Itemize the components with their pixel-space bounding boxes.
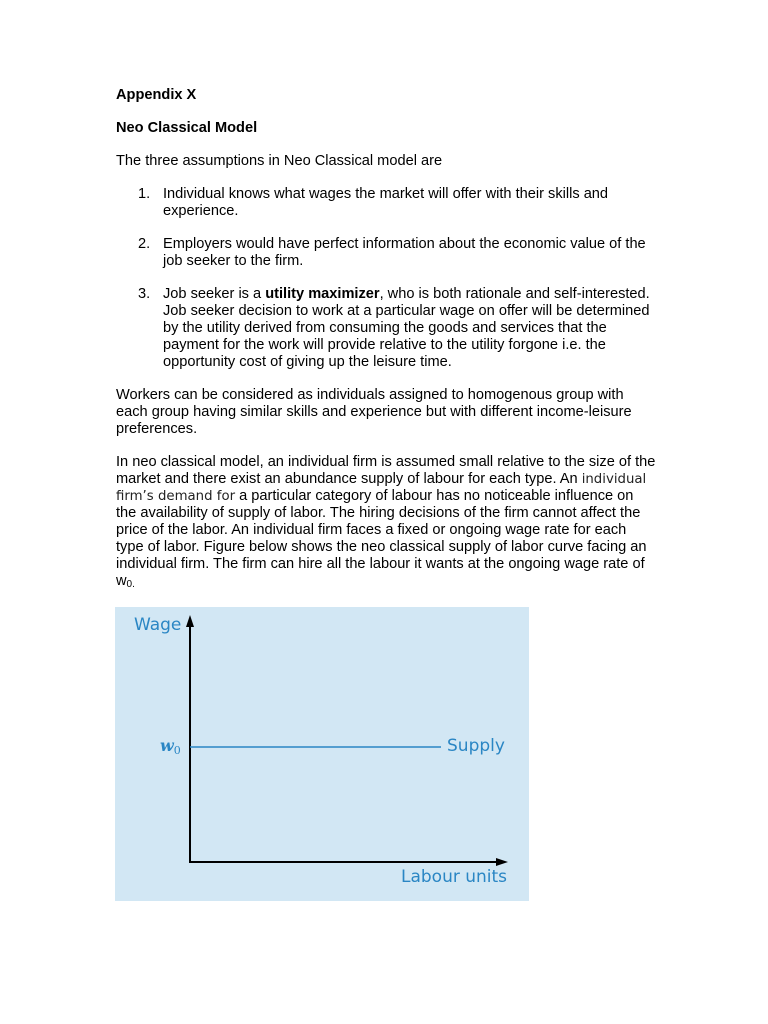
document-page bbox=[116, 87, 656, 593]
intro-text: The three assumptions in Neo Classical model are bbox=[116, 153, 443, 169]
list-text-pre: Job seeker is a bbox=[163, 286, 266, 302]
firm-paragraph-part1: In neo classical model, an individual firm is assumed small relative to the size of the market and there exist an abundance supply of labour for each type. An bbox=[116, 454, 656, 487]
list-number: 3. bbox=[138, 286, 151, 302]
y-axis-label: Wage bbox=[134, 615, 182, 635]
wage-level-letter: w bbox=[160, 736, 174, 755]
wage-level-label bbox=[160, 737, 181, 759]
section-title: Neo Classical Model bbox=[116, 120, 258, 136]
firm-paragraph-subscript: 0. bbox=[126, 579, 135, 590]
supply-curve-figure bbox=[115, 607, 529, 901]
assumptions-list bbox=[116, 186, 656, 371]
firm-paragraph-part2: individual firm’s demand for bbox=[116, 472, 647, 504]
list-text: Individual knows what wages the market will offer with their skills and experience. bbox=[163, 186, 609, 219]
appendix-title: Appendix X bbox=[116, 87, 197, 103]
list-text: Employers would have perfect information about the economic value of the job seeker to the firm. bbox=[163, 236, 646, 269]
list-item bbox=[116, 286, 656, 371]
wage-level-subscript: 0 bbox=[173, 744, 181, 757]
y-axis-arrow bbox=[186, 615, 194, 627]
supply-label: Supply bbox=[447, 736, 505, 756]
workers-paragraph: Workers can be considered as individuals assigned to homogenous group with each group having similar skills and experience but with different income-leisure preferences. bbox=[116, 387, 632, 437]
list-number: 2. bbox=[138, 236, 151, 252]
x-axis-arrow bbox=[496, 858, 508, 866]
list-text-post: , who is both rationale and self-interested. Job seeker decision to work at a particular wage on offer will be determined by the utility derived from consuming the goods and services that the payment for the work will provide relative to the utility forgone i.e. the opportunity cost of giving up the leisure time. bbox=[163, 286, 650, 370]
x-axis-label: Labour units bbox=[401, 867, 508, 887]
list-number: 1. bbox=[138, 186, 151, 202]
list-text-bold: utility maximizer bbox=[265, 286, 380, 302]
list-item bbox=[116, 236, 656, 270]
firm-paragraph bbox=[116, 454, 656, 593]
list-item bbox=[116, 186, 656, 220]
firm-paragraph-part3: a particular category of labour has no noticeable influence on the availability of supply of labor. The hiring decisions of the firm cannot affect the price of the labor. An individual firm faces a fixed or ongoing wage rate for each type of labor. Figure below shows the neo classical supply of labor curve facing an individual firm. The firm can hire all the labour it wants at the ongoing wage rate of w bbox=[116, 488, 647, 589]
